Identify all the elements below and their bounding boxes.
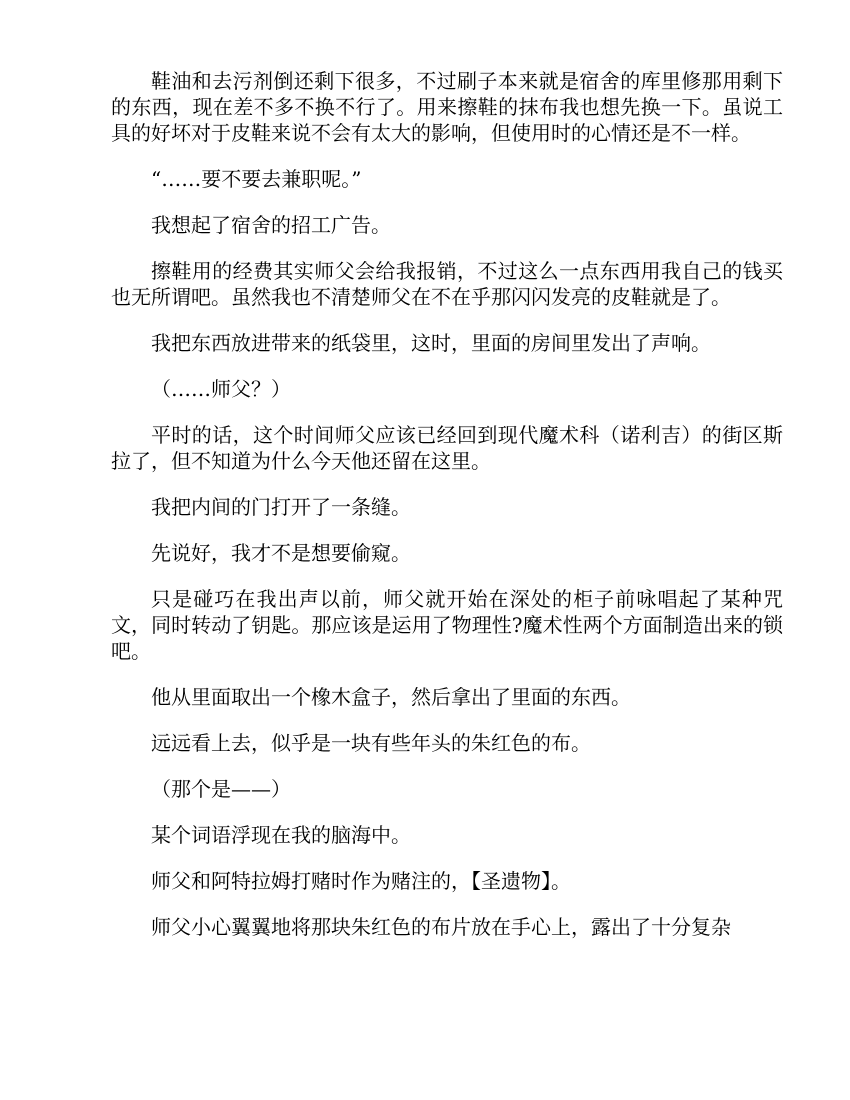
paragraph-6: （……师父？） bbox=[151, 377, 291, 401]
paragraph-3: 我想起了宿舍的招工广告。 bbox=[151, 213, 391, 237]
paragraph-4: 擦鞋用的经费其实师父会给我报销，不过这么一点东西用我自己的钱买也无所谓吧。虽然我也不清楚师父在不在乎那闪闪发亮的皮鞋就是了。 bbox=[111, 259, 783, 309]
paragraph-16: 师父小心翼翼地将那块朱红色的布片放在手心上，露出了十分复杂 bbox=[151, 915, 731, 939]
paragraph-10: 只是碰巧在我出声以前，师父就开始在深处的柜子前咏唱起了某种咒文，同时转动了钥匙。那应该是运用了物理性?魔术性两个方面制造出来的锁吧。 bbox=[111, 587, 783, 663]
paragraph-7: 平时的话，这个时间师父应该已经回到现代魔术科（诺利吉）的街区斯拉了，但不知道为什么今天他还留在这里。 bbox=[111, 423, 783, 473]
paragraph-15: 师父和阿特拉姆打赌时作为赌注的，【圣遗物】。 bbox=[151, 869, 571, 893]
paragraph-13: （那个是——） bbox=[151, 777, 291, 801]
paragraph-1: 鞋油和去污剂倒还剩下很多，不过刷子本来就是宿舍的库里修那用剩下的东西，现在差不多不换不行了。用来擦鞋的抹布我也想先换一下。虽说工具的好坏对于皮鞋来说不会有太大的影响，但使用时的心情还是不一样。 bbox=[111, 69, 783, 145]
paragraph-5: 我把东西放进带来的纸袋里，这时，里面的房间里发出了声响。 bbox=[151, 331, 711, 355]
document-body bbox=[111, 68, 783, 960]
paragraph-11: 他从里面取出一个橡木盒子，然后拿出了里面的东西。 bbox=[151, 685, 631, 709]
paragraph-9: 先说好，我才不是想要偷窥。 bbox=[151, 541, 411, 565]
paragraph-14: 某个词语浮现在我的脑海中。 bbox=[151, 823, 411, 847]
paragraph-2: “……要不要去兼职呢。” bbox=[151, 167, 362, 191]
paragraph-12: 远远看上去，似乎是一块有些年头的朱红色的布。 bbox=[151, 731, 591, 755]
paragraph-8: 我把内间的门打开了一条缝。 bbox=[151, 495, 411, 519]
